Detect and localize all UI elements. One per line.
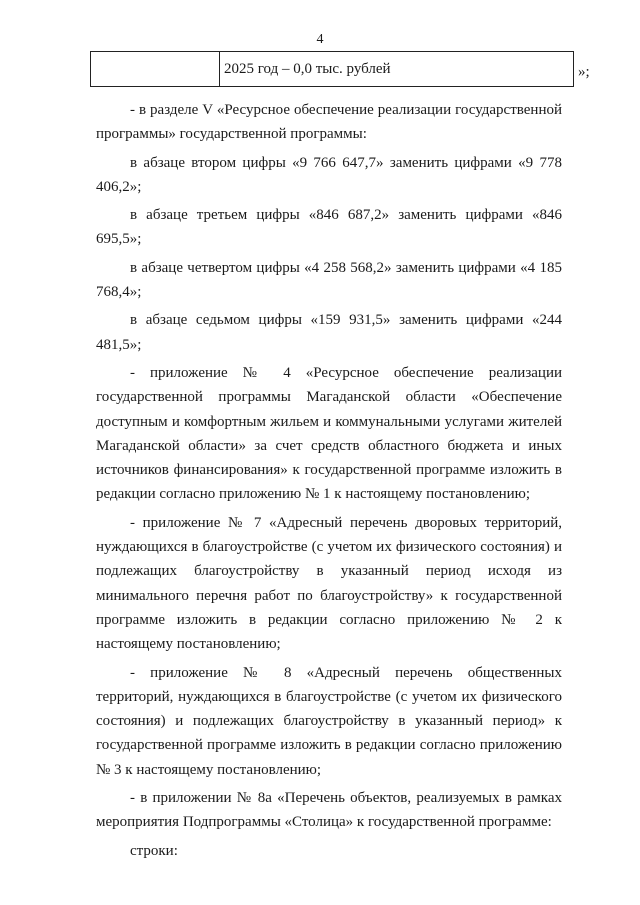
table-cell-year-amount: 2025 год – 0,0 тыс. рублей	[220, 52, 574, 87]
page-number: 4	[316, 32, 324, 47]
funding-table-fragment	[90, 51, 574, 87]
paragraph-rows: строки:	[130, 842, 178, 859]
paragraph-abzac-3: в абзаце третьем цифры «846 687,2» заменить цифрами «846 695,5»;	[96, 207, 562, 248]
paragraph-abzac-2: в абзаце втором цифры «9 766 647,7» заменить цифрами «9 778 406,2»;	[96, 154, 562, 195]
paragraph-abzac-4: в абзаце четвертом цифры «4 258 568,2» заменить цифрами «4 185 768,4»;	[96, 259, 562, 301]
table-row	[91, 52, 574, 87]
closing-quote: »;	[578, 64, 590, 80]
document-body	[96, 98, 562, 867]
paragraph-appendix-4: - приложение № 4 «Ресурсное обеспечение реализации государственной программы Магаданской области «Обеспечение доступным и комфортным жильем и коммунальными услугами жителей Магаданской области» за счет средств областного бюджета и иных источников финансирования» к государственной программе изложить в редакции согласно приложению № 1 к настоящему постановлению;	[96, 364, 562, 503]
paragraph-section-v: - в разделе V «Ресурсное обеспечение реализации государственной программы» государственной программы:	[96, 102, 562, 143]
table-cell-empty	[91, 52, 220, 87]
paragraph-abzac-7: в абзаце седьмом цифры «159 931,5» заменить цифрами «244 481,5»;	[96, 312, 562, 353]
paragraph-appendix-8a: - в приложении № 8а «Перечень объектов, реализуемых в рамках мероприятия Подпрограммы «Столица» к государственной программе:	[96, 790, 562, 831]
paragraph-appendix-7: - приложение № 7 «Адресный перечень дворовых территорий, нуждающихся в благоустройстве (с учетом их физического состояния) и подлежащих благоустройству в указанный период исходя из минимального перечня работ по благоустройству» к государственной программе изложить в редакции согласно приложению № 2 к настоящему постановлению;	[96, 514, 562, 653]
paragraph-appendix-8: - приложение № 8 «Адресный перечень общественных территорий, нуждающихся в благоустройстве (с учетом их физического состояния) и подлежащих благоустройству в указанный период» к государственной программе изложить в редакции согласно приложению № 3 к настоящему постановлению;	[96, 664, 562, 778]
